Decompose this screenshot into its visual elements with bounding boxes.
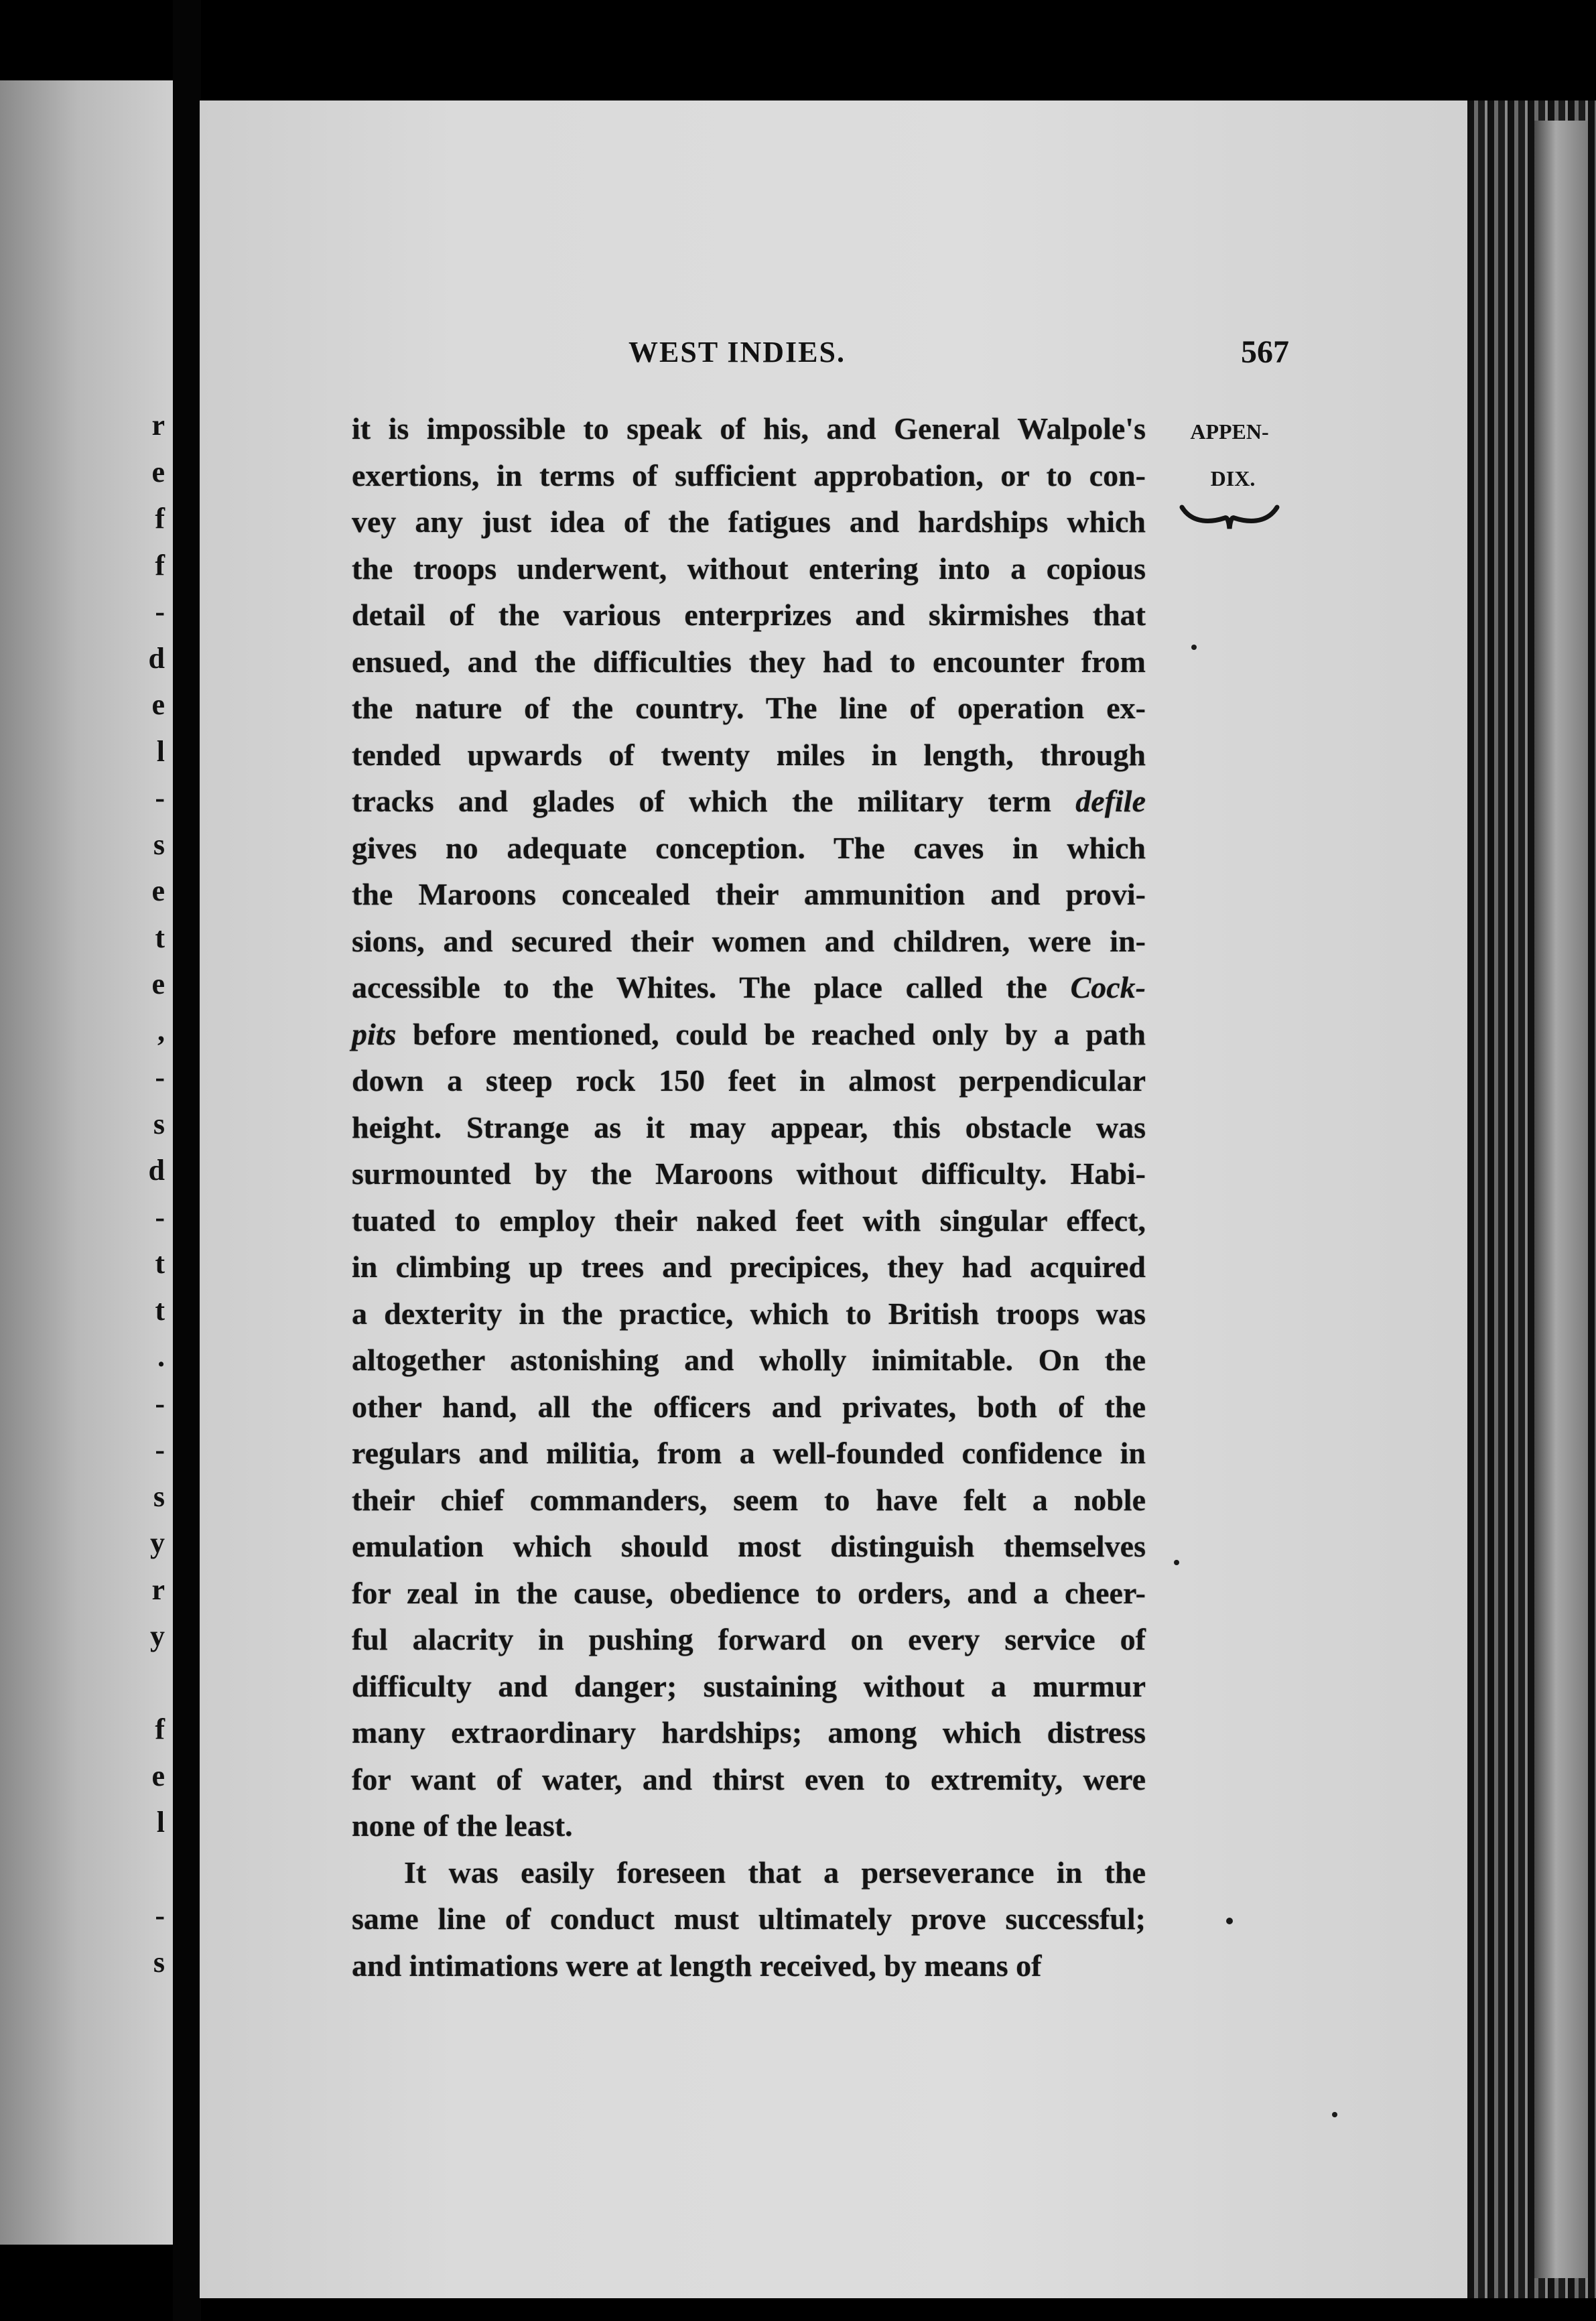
previous-page-letter: d: [148, 1154, 165, 1187]
previous-page-edge: [0, 80, 173, 2245]
text-line: tracks and glades of which the military term defile: [352, 784, 1146, 818]
text-line: for zeal in the cause, obedience to orders, and a cheer-: [352, 1575, 1146, 1610]
running-head: WEST INDIES.: [628, 336, 846, 369]
margin-note: [1169, 409, 1290, 531]
previous-page-letter: -: [155, 1386, 165, 1420]
previous-page-letters: [138, 402, 165, 1985]
text-line: none of the least.: [352, 1808, 573, 1843]
previous-page-letter: t: [155, 1293, 165, 1327]
text-line: their chief commanders, seem to have felt a noble: [352, 1482, 1146, 1517]
previous-page-letter: ,: [157, 1014, 165, 1047]
text-line: the troops underwent, without entering into a copious: [352, 551, 1146, 586]
scan-speck: [1332, 2112, 1337, 2117]
text-line: the Maroons concealed their ammunition and provi-: [352, 877, 1146, 911]
text-line: pits before mentioned, could be reached only by a path: [352, 1016, 1146, 1051]
scan-speck: [1226, 1918, 1233, 1924]
previous-page-letter: r: [151, 1573, 165, 1606]
previous-page-letter: e: [151, 968, 165, 1000]
previous-page-letter: s: [153, 1945, 165, 1979]
previous-page-letter: e: [151, 688, 165, 721]
text-line: same line of conduct must ultimately prove successful;: [352, 1902, 1146, 1936]
previous-page-letter: f: [155, 1713, 165, 1745]
text-line: for want of water, and thirst even to extremity, were: [352, 1762, 1146, 1796]
text-line: emulation which should most distinguish themselves: [352, 1529, 1146, 1563]
body-text: [352, 405, 1146, 1989]
previous-page-letter: f: [155, 502, 165, 535]
previous-page-letter: e: [151, 1759, 165, 1792]
text-line: many extraordinary hardships; among which distress: [352, 1715, 1146, 1749]
previous-page-letter: t: [155, 1247, 165, 1280]
previous-page-letter: e: [151, 874, 165, 907]
previous-page-letter: -: [155, 1200, 165, 1234]
previous-page-letter: y: [150, 1526, 165, 1559]
scan-speck: [1174, 1560, 1179, 1565]
margin-note-line: APPEN-: [1190, 419, 1269, 444]
previous-page-letter: f: [155, 548, 165, 582]
text-line: It was easily foreseen that a perseverance in the: [404, 1855, 1146, 1889]
previous-page-letter: s: [153, 1479, 165, 1513]
previous-page-letter: l: [156, 1806, 165, 1839]
text-line: other hand, all the officers and privates, both of the: [352, 1389, 1146, 1424]
previous-page-letter: l: [156, 734, 165, 768]
text-line: gives no adequate conception. The caves in which: [352, 830, 1146, 865]
text-line: and intimations were at length received, by means of: [352, 1948, 1042, 1983]
previous-page-letter: -: [155, 595, 165, 628]
previous-page-letter: d: [148, 641, 165, 675]
previous-page-letter: -: [155, 1899, 165, 1932]
text-line: vey any just idea of the fatigues and hardships which: [352, 505, 1146, 539]
text-line: altogether astonishing and wholly inimitable. On the: [352, 1343, 1146, 1377]
book-cover-edge: [1534, 121, 1588, 2278]
text-line: exertions, in terms of sufficient approbation, or to con-: [352, 458, 1146, 492]
text-line: tended upwards of twenty miles in length, through: [352, 737, 1146, 772]
text-line: accessible to the Whites. The place called the Cock-: [352, 970, 1146, 1004]
text-line: regulars and militia, from a well-founded confidence in: [352, 1436, 1146, 1470]
text-line: a dexterity in the practice, which to British troops was: [352, 1296, 1146, 1331]
text-line: sions, and secured their women and children, were in-: [352, 923, 1146, 958]
scan-speck: [1191, 645, 1197, 650]
previous-page-letter: -: [155, 1433, 165, 1466]
previous-page-letter: e: [151, 455, 165, 488]
text-line: detail of the various enterprizes and skirmishes that: [352, 598, 1146, 632]
page-number: 567: [1241, 334, 1289, 370]
previous-page-letter: [138, 1660, 165, 1707]
previous-page-letter: -: [155, 781, 165, 814]
text-line: in climbing up trees and precipices, they had acquired: [352, 1250, 1146, 1284]
text-line: ful alacrity in pushing forward on every service of: [352, 1622, 1146, 1656]
previous-page-letter: .: [157, 1340, 165, 1373]
text-line: height. Strange as it may appear, this obstacle was: [352, 1110, 1146, 1144]
previous-page-letter: r: [151, 409, 165, 442]
book-gutter: [173, 0, 201, 2321]
previous-page-letter: s: [153, 1107, 165, 1140]
text-line: down a steep rock 150 feet in almost perpendicular: [352, 1063, 1146, 1098]
previous-page-letter: s: [153, 827, 165, 861]
text-line: the nature of the country. The line of operation ex-: [352, 691, 1146, 725]
previous-page-letter: [138, 1846, 165, 1893]
text-line: difficulty and danger; sustaining without a murmur: [352, 1668, 1146, 1703]
previous-page-letter: -: [155, 1061, 165, 1093]
curly-brace-icon: [1179, 502, 1280, 531]
previous-page-letter: t: [155, 921, 165, 954]
margin-note-line: DIX.: [1210, 466, 1256, 490]
previous-page-letter: y: [150, 1619, 165, 1652]
text-line: surmounted by the Maroons without difficulty. Habi-: [352, 1156, 1146, 1191]
text-line: it is impossible to speak of his, and General Walpole's: [352, 411, 1146, 446]
text-line: ensued, and the difficulties they had to encounter from: [352, 644, 1146, 679]
text-line: tuated to employ their naked feet with singular effect,: [352, 1203, 1146, 1238]
